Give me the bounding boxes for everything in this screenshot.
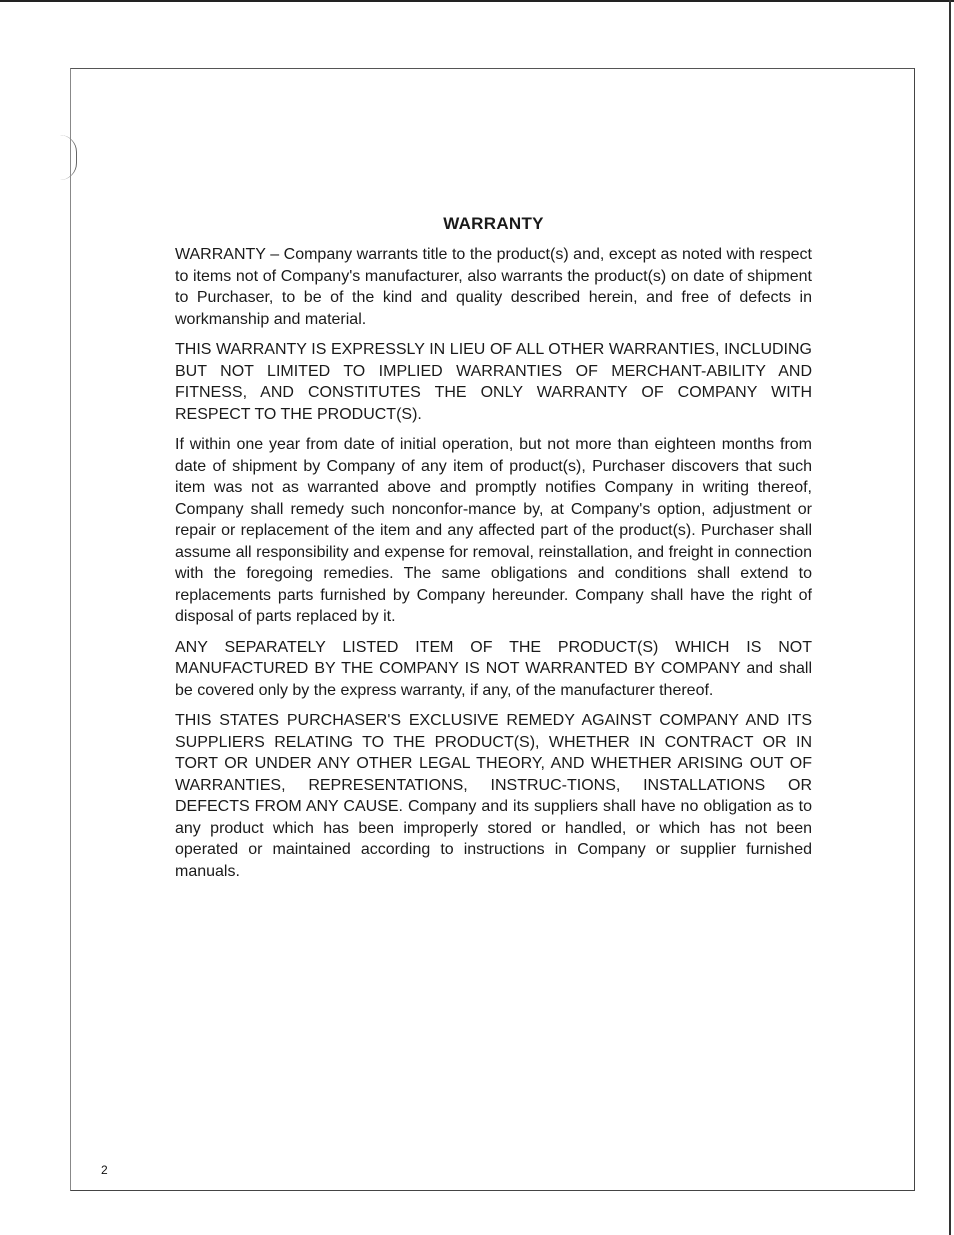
warranty-paragraph-5: THIS STATES PURCHASER'S EXCLUSIVE REMEDY AGAINST COMPANY AND ITS SUPPLIERS RELATING TO THE PRODUCT(S), WHETHER IN CONTRACT OR IN TORT OR UNDER ANY OTHER LEGAL THEORY, AND WHETHER ARISING OUT OF WARRANTIES, REPRESENTATIONS, INSTRUC-TIONS, INSTALLATIONS OR DEFECTS FROM ANY CAUSE. Company and its suppliers shall have no obligation as to any product which has been improperly stored or handled, or which has not been operated or maintained according to instructions in Company or supplier furnished manuals. bbox=[175, 712, 812, 880]
warranty-section bbox=[175, 214, 812, 891]
warranty-paragraph-3: If within one year from date of initial operation, but not more than eighteen months from date of shipment by Company of any item of product(s), Purchaser discovers that such item was not as warranted above and promptly notifies Company in writing thereof, Company shall remedy such nonconfor-mance by, at Company's option, adjustment or repair or replacement of the item and any affected part of the product(s). Purchaser shall assume all responsibility and expense for removal, reinstallation, and freight in connection with the foregoing remedies. The same obligations and conditions shall extend to replacements parts furnished by Company hereunder. Company shall have the right of disposal of parts replaced by it. bbox=[175, 436, 812, 625]
page-number: 2 bbox=[101, 1163, 108, 1177]
warranty-paragraph-2: THIS WARRANTY IS EXPRESSLY IN LIEU OF ALL OTHER WARRANTIES, INCLUDING BUT NOT LIMITED TO IMPLIED WARRANTIES OF MERCHANT-ABILITY AND FITNESS, AND CONSTITUTES THE ONLY WARRANTY OF COMPANY WITH RESPECT TO THE PRODUCT(S). bbox=[175, 341, 812, 423]
scan-right-edge bbox=[949, 0, 951, 1235]
warranty-paragraph-4: ANY SEPARATELY LISTED ITEM OF THE PRODUCT(S) WHICH IS NOT MANUFACTURED BY THE COMPANY IS NOT WARRANTED BY COMPANY and shall be covered only by the express warranty, if any, of the manufacturer thereof. bbox=[175, 638, 812, 699]
scan-top-edge bbox=[0, 0, 954, 2]
warranty-title: WARRANTY bbox=[443, 214, 544, 233]
warranty-paragraph-1: WARRANTY – Company warrants title to the product(s) and, except as noted with respect to items not of Company's manufacturer, also warrants the product(s) on date of shipment to Purchaser, to be of the kind and quality described herein, and free of defects in workmanship and material. bbox=[175, 246, 812, 328]
